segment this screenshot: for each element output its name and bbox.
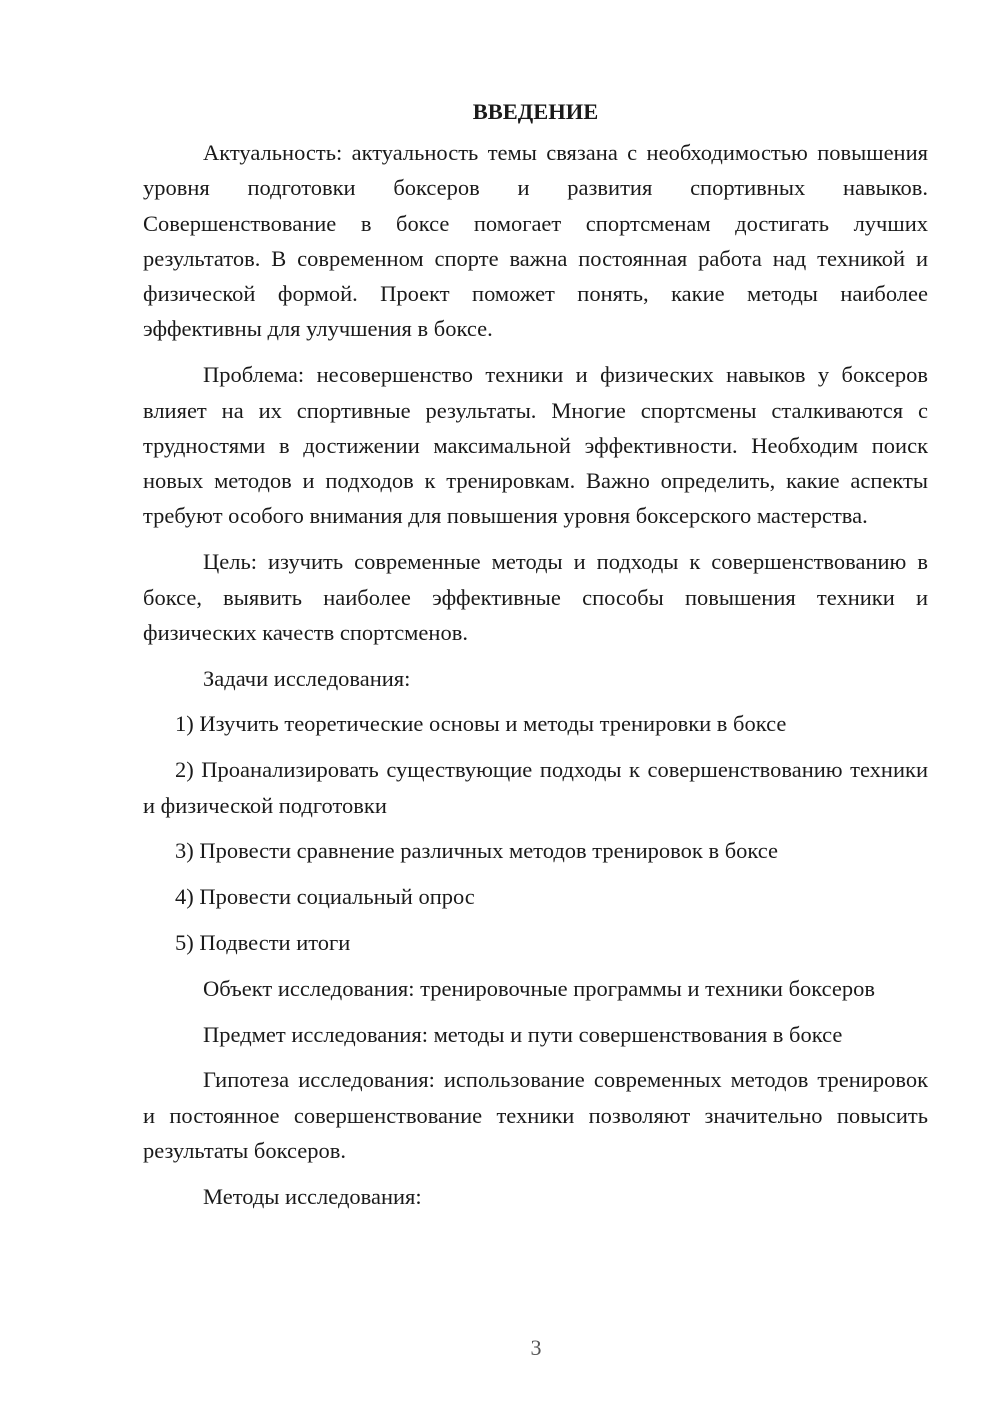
- task-item-3: 3) Провести сравнение различных методов тренировок в боксе: [175, 838, 779, 864]
- paragraph-problem: Проблема: несовершенство техники и физических навыков у боксеров влияет на их спортивные результаты. Многие спортсмены сталкиваются с трудностями в достижении максимальной эффективности. Необходим поиск новых методов и подходов к тренировкам. Важно определить, какие аспекты требуют особого внимания для повышения уровня боксерского мастерства.: [143, 362, 928, 529]
- page-number: 3: [530, 1335, 542, 1360]
- tasks-heading: Задачи исследования:: [203, 665, 411, 691]
- methods-heading: Методы исследования:: [203, 1183, 422, 1209]
- task-item-1: 1) Изучить теоретические основы и методы тренировки в боксе: [175, 711, 787, 737]
- paragraph-hypothesis: Гипотеза исследования: использование современных методов тренировок и постоянное совершенствование техники позволяют значительно повысить результаты боксеров.: [143, 1067, 928, 1163]
- task-item-2: 2) Проанализировать существующие подходы к совершенствованию техники и физической подготовки: [143, 757, 928, 818]
- paragraph-relevance: Актуальность: актуальность темы связана с необходимостью повышения уровня подготовки боксеров и развития спортивных навыков. Совершенствование в боксе помогает спортсменам достигать лучших результатов. В современном спорте важна постоянная работа над техникой и физической формой. Проект поможет понять, какие методы наиболее эффективны для улучшения в боксе.: [143, 140, 928, 342]
- paragraph-object: Объект исследования: тренировочные программы и техники боксеров: [203, 975, 876, 1001]
- section-title: ВВЕДЕНИЕ: [472, 99, 599, 124]
- task-item-5: 5) Подвести итоги: [175, 929, 351, 955]
- paragraph-goal: Цель: изучить современные методы и подходы к совершенствованию в боксе, выявить наиболее эффективные способы повышения техники и физических качеств спортсменов.: [143, 549, 928, 645]
- paragraph-subject: Предмет исследования: методы и пути совершенствования в боксе: [203, 1021, 843, 1047]
- task-item-4: 4) Провести социальный опрос: [175, 884, 475, 910]
- page-content: [143, 94, 928, 1225]
